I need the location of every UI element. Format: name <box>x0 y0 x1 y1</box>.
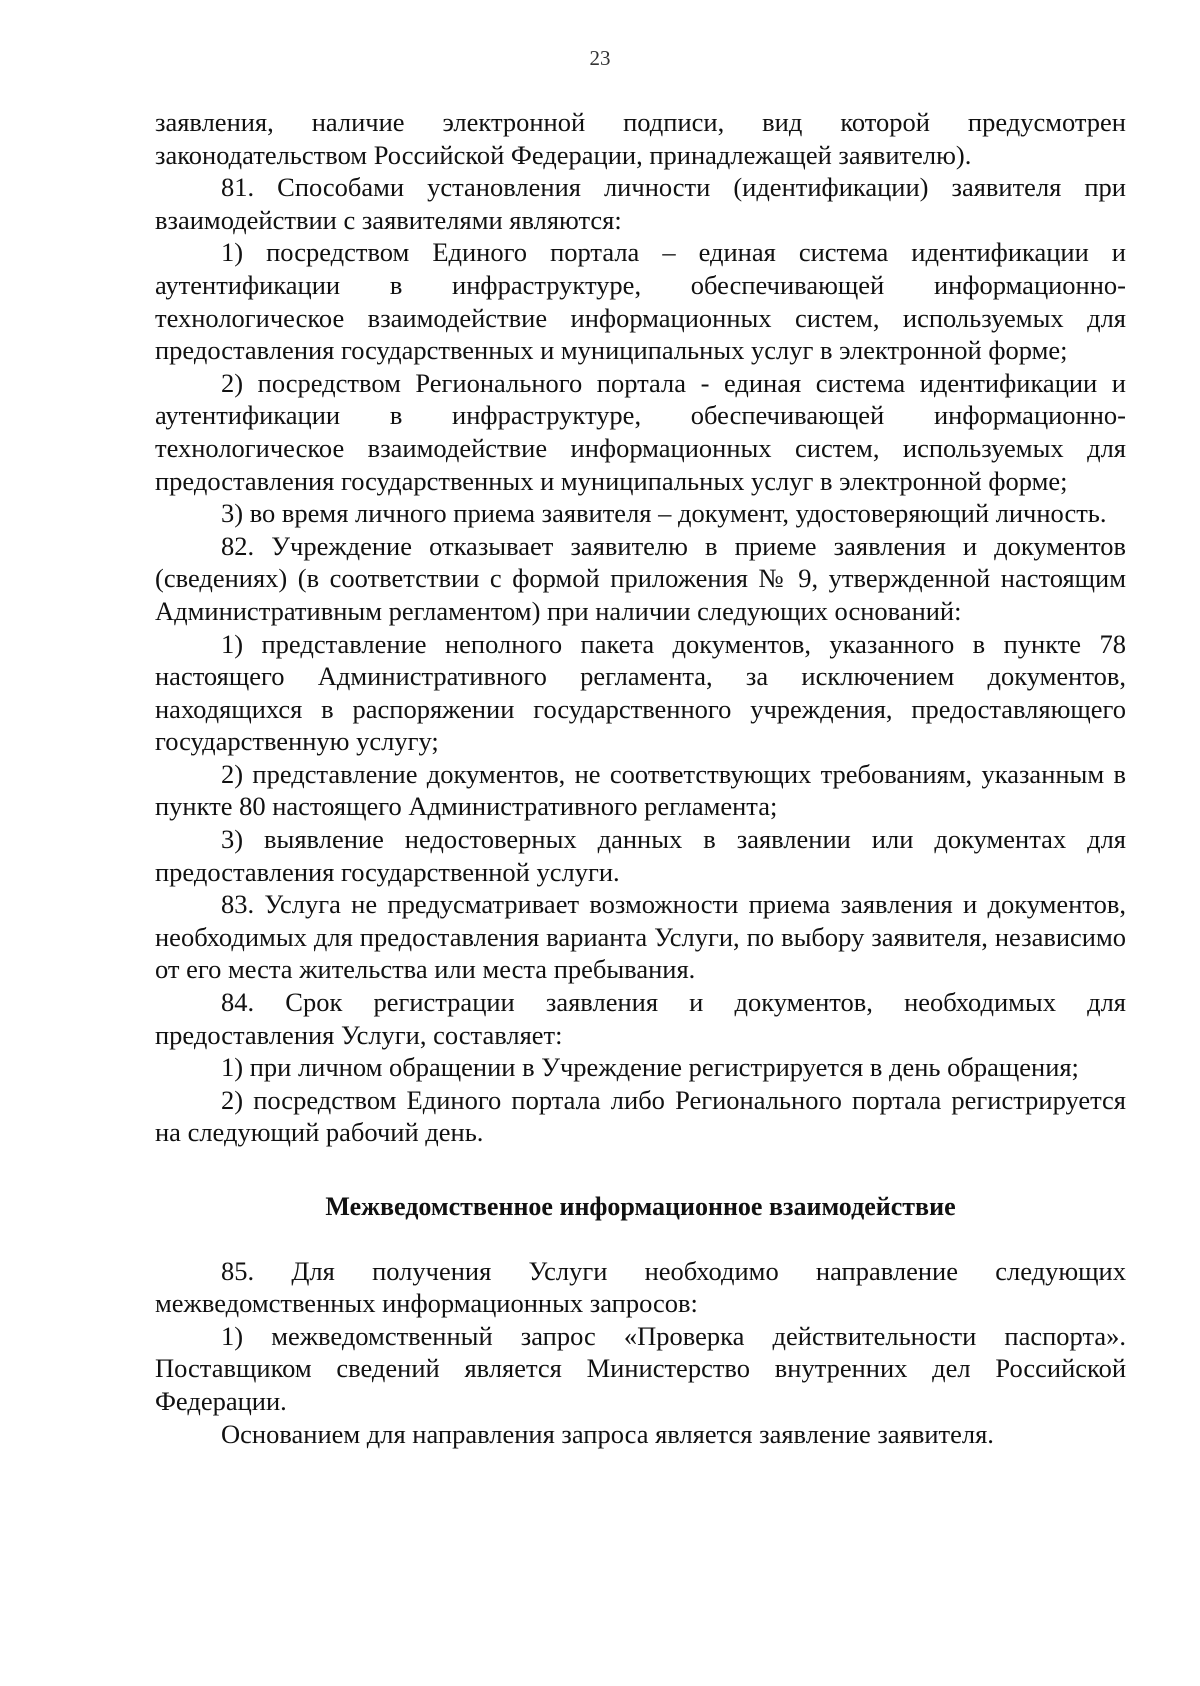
paragraph-continuation: заявления, наличие электронной подписи, вид которой предусмотрен законодательством Российской Федерации, принадлежащей заявителю). <box>155 107 1126 170</box>
paragraph-82-item-1: 1) представление неполного пакета документов, указанного в пункте 78 настоящего Административного регламента, за исключением документов, находящихся в распоряжении государственного учреждения, предоставляющего государственную услугу; <box>155 628 1126 757</box>
paragraph-82: 82. Учреждение отказывает заявителю в приеме заявления и документов (сведениях) (в соответствии с формой приложения № 9, утвержденной настоящим Административным регламентом) при наличии следующих оснований: <box>155 530 1126 626</box>
page-number: 23 <box>589 46 611 70</box>
paragraph-82-item-3: 3) выявление недостоверных данных в заявлении или документах для предоставления государственной услуги. <box>155 824 1126 887</box>
document-body <box>155 106 1126 1450</box>
paragraph-84: 84. Срок регистрации заявления и документов, необходимых для предоставления Услуги, составляет: <box>155 987 1126 1050</box>
paragraph-81: 81. Способами установления личности (идентификации) заявителя при взаимодействии с заявителями являются: <box>155 172 1126 235</box>
paragraph-81-item-3: 3) во время личного приема заявителя – документ, удостоверяющий личность. <box>221 498 1107 529</box>
section-heading: Межведомственное информационное взаимодействие <box>325 1192 956 1221</box>
paragraph-81-item-2: 2) посредством Регионального портала - единая система идентификации и аутентификации в инфраструктуре, обеспечивающей информационно-технологическое взаимодействие информационных систем, используемых для предоставления государственных и муниципальных услуг в электронной форме; <box>155 367 1126 496</box>
paragraph-85-basis: Основанием для направления запроса является заявление заявителя. <box>221 1418 994 1449</box>
paragraph-81-item-1: 1) посредством Единого портала – единая система идентификации и аутентификации в инфраструктуре, обеспечивающей информационно-технологическое взаимодействие информационных систем, используемых для предоставления государственных и муниципальных услуг в электронной форме; <box>155 237 1126 366</box>
paragraph-83: 83. Услуга не предусматривает возможности приема заявления и документов, необходимых для предоставления варианта Услуги, по выбору заявителя, независимо от его места жительства или места пребывания. <box>155 889 1126 985</box>
paragraph-85: 85. Для получения Услуги необходимо направление следующих межведомственных информационных запросов: <box>155 1255 1126 1319</box>
paragraph-85-item-1: 1) межведомственный запрос «Проверка действительности паспорта». Поставщиком сведений является Министерство внутренних дел Российской Федерации. <box>155 1320 1126 1416</box>
paragraph-82-item-2: 2) представление документов, не соответствующих требованиям, указанным в пункте 80 настоящего Административного регламента; <box>155 758 1126 822</box>
paragraph-84-item-1: 1) при личном обращении в Учреждение регистрируется в день обращения; <box>221 1052 1079 1083</box>
paragraph-84-item-2: 2) посредством Единого портала либо Регионального портала регистрируется на следующий рабочий день. <box>155 1084 1126 1148</box>
